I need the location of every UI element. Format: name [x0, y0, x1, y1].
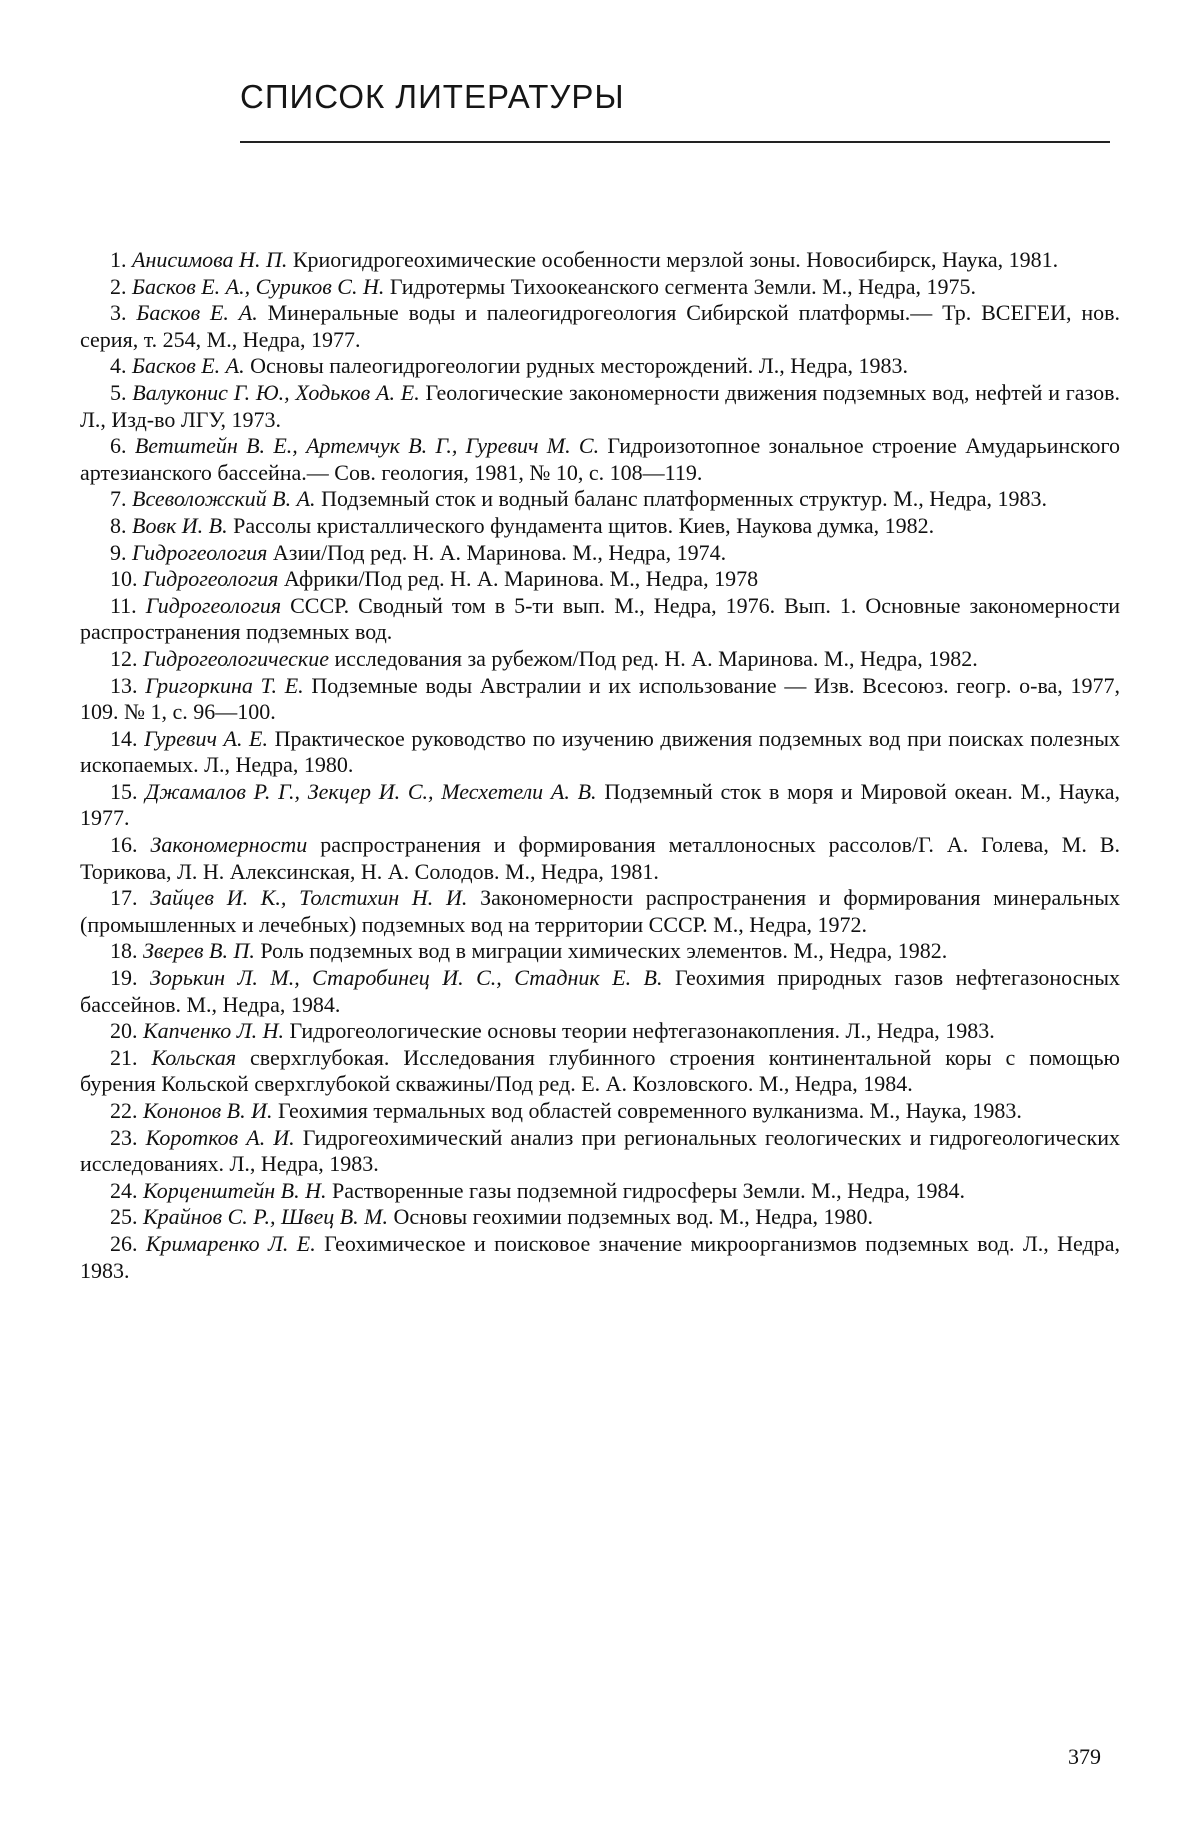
- reference-authors: Гидрогеологические: [143, 645, 329, 671]
- reference-number: 17.: [110, 885, 138, 911]
- reference-item: [80, 1178, 1120, 1205]
- reference-item: [80, 433, 1120, 486]
- reference-authors: Гидрогеология: [143, 566, 279, 592]
- reference-number: 11.: [110, 592, 137, 618]
- reference-authors: Капченко Л. Н.: [143, 1018, 285, 1044]
- reference-authors: Ветштейн В. Е., Артемчук В. Г., Гуревич М. С.: [134, 433, 600, 459]
- reference-authors: Закономерности: [150, 832, 308, 858]
- reference-number: 21.: [110, 1044, 138, 1070]
- page-number: 379: [1068, 1744, 1101, 1769]
- reference-text: Геохимическое и поисковое значение микроорганизмов подземных вод. Л., Недра, 1983.: [80, 1230, 1120, 1283]
- reference-authors: Гуревич А. Е.: [144, 725, 268, 751]
- reference-text: Геологические закономерности движения подземных вод, нефтей и газов. Л., Изд-во ЛГУ, 1973.: [80, 379, 1121, 432]
- reference-authors: Басков Е. А.: [132, 353, 245, 379]
- reference-number: 2.: [110, 273, 127, 299]
- reference-authors: Гидрогеология: [132, 539, 268, 565]
- reference-text: Минеральные воды и палеогидрогеология Сибирской платформы.— Тр. ВСЕГЕИ, нов. серия, т. 254, М., Недра, 1977.: [80, 300, 1120, 352]
- reference-text: Основы палеогидрогеологии рудных месторождений. Л., Недра, 1983.: [250, 353, 909, 379]
- title-underline: [240, 141, 1110, 143]
- reference-text: сверхглубокая. Исследования глубинного строения континентальной коры с помощью бурения Кольской сверхглубокой скважины/Под ред. Е. А. Козловского. М., Недра, 1984.: [80, 1044, 1120, 1097]
- reference-item: [80, 486, 1120, 513]
- reference-text: Гидрогеологические основы теории нефтегазонакопления. Л., Недра, 1983.: [289, 1018, 995, 1044]
- reference-text: распространения и формирования металлоносных рассолов/Г. А. Голева, М. В. Торикова, Л. Н. Алексинская, Н. А. Солодов. М., Недра, 1981.: [80, 832, 1121, 884]
- reference-item: [80, 673, 1120, 726]
- reference-list: [80, 247, 1120, 1284]
- reference-authors: Корценштейн В. Н.: [143, 1177, 327, 1203]
- reference-text: Практическое руководство по изучению движения подземных вод при поисках полезных ископаемых. Л., Недра, 1980.: [80, 725, 1121, 778]
- reference-number: 9.: [110, 539, 127, 565]
- reference-item: [80, 965, 1120, 1018]
- reference-item: [80, 1045, 1120, 1098]
- reference-text: Азии/Под ред. Н. А. Маринова. М., Недра, 1974.: [272, 539, 727, 565]
- reference-number: 15.: [110, 778, 138, 804]
- reference-number: 6.: [110, 433, 127, 459]
- reference-item: [80, 274, 1120, 301]
- reference-item: [80, 779, 1120, 832]
- reference-authors: Григоркина Т. Е.: [145, 672, 304, 698]
- reference-text: Основы геохимии подземных вод. М., Недра, 1980.: [393, 1204, 874, 1230]
- reference-number: 19.: [110, 965, 138, 991]
- reference-number: 23.: [110, 1124, 138, 1150]
- reference-number: 25.: [110, 1204, 138, 1230]
- reference-item: [80, 566, 1120, 593]
- reference-number: 13.: [110, 672, 138, 698]
- reference-authors: Валуконис Г. Ю., Ходьков А. Е.: [132, 379, 420, 405]
- reference-item: [80, 247, 1120, 274]
- reference-item: [80, 1204, 1120, 1231]
- reference-text: Рассолы кристаллического фундамента щитов. Киев, Наукова думка, 1982.: [233, 512, 935, 538]
- reference-text: Гидротермы Тихоокеанского сегмента Земли. М., Недра, 1975.: [389, 273, 976, 299]
- reference-number: 26.: [110, 1230, 138, 1256]
- reference-item: [80, 513, 1120, 540]
- reference-item: [80, 380, 1120, 433]
- page-title: СПИСОК ЛИТЕРАТУРЫ: [240, 78, 625, 115]
- reference-text: Растворенные газы подземной гидросферы Земли. М., Недра, 1984.: [332, 1177, 965, 1203]
- reference-number: 5.: [110, 379, 127, 405]
- reference-number: 20.: [110, 1018, 138, 1044]
- reference-item: [80, 300, 1120, 353]
- reference-authors: Крайнов С. Р., Швец В. М.: [143, 1204, 389, 1230]
- reference-number: 16.: [110, 832, 138, 858]
- reference-authors: Кононов В. И.: [143, 1098, 273, 1123]
- reference-authors: Зорькин Л. М., Старобинец И. С., Стадник Е. В.: [149, 965, 663, 991]
- reference-authors: Коротков А. И.: [145, 1124, 295, 1150]
- reference-item: [80, 1125, 1120, 1178]
- reference-text: Подземный сток и водный баланс платформенных структур. М., Недра, 1983.: [321, 486, 1048, 512]
- reference-authors: Всеволожский В. А.: [132, 486, 316, 512]
- reference-authors: Басков Е. А., Суриков С. Н.: [132, 273, 385, 299]
- reference-text: Гидрогеохимический анализ при региональных геологических и гидрогеологических исследованиях. Л., Недра, 1983.: [80, 1124, 1120, 1177]
- reference-number: 10.: [110, 566, 138, 592]
- reference-text: Гидроизотопное зональное строение Амударьинского артезианского бассейна.— Сов. геология, 1981, № 10, с. 108—119.: [80, 433, 1120, 485]
- reference-item: [80, 1231, 1120, 1284]
- reference-number: 4.: [110, 353, 127, 379]
- reference-authors: Вовк И. В.: [132, 512, 228, 538]
- reference-authors: Зайцев И. К., Толстихин Н. И.: [150, 885, 468, 911]
- reference-item: [80, 938, 1120, 965]
- reference-number: 1.: [110, 247, 127, 272]
- reference-authors: Кольская: [151, 1044, 237, 1070]
- reference-authors: Джамалов Р. Г., Зекцер И. С., Месхетели А. В.: [145, 778, 597, 804]
- reference-text: Подземный сток в моря и Мировой океан. М., Наука, 1977.: [80, 778, 1120, 831]
- reference-number: 7.: [110, 486, 127, 512]
- reference-text: Закономерности распространения и формирования минеральных (промышленных и лечебных) подземных вод на территории СССР. М., Недра, 1972.: [80, 885, 1120, 937]
- reference-authors: Зверев В. П.: [143, 938, 255, 964]
- reference-number: 12.: [110, 645, 138, 671]
- reference-item: [80, 885, 1120, 938]
- reference-number: 3.: [110, 300, 127, 326]
- reference-text: Геохимия термальных вод областей современного вулканизма. М., Наука, 1983.: [277, 1098, 1022, 1123]
- reference-item: [80, 353, 1120, 380]
- reference-text: исследования за рубежом/Под ред. Н. А. Маринова. М., Недра, 1982.: [334, 645, 978, 671]
- reference-item: [80, 832, 1120, 885]
- reference-authors: Анисимова Н. П.: [132, 247, 288, 272]
- reference-text: Африки/Под ред. Н. А. Маринова. М., Недра, 1978: [283, 566, 759, 592]
- reference-number: 24.: [110, 1177, 138, 1203]
- reference-text: Криогидрогеохимические особенности мерзлой зоны. Новосибирск, Наука, 1981.: [292, 247, 1059, 272]
- reference-number: 14.: [110, 725, 138, 751]
- reference-item: [80, 593, 1120, 646]
- reference-text: Подземные воды Австралии и их использование — Изв. Всесоюз. геогр. о-ва, 1977, 109. № 1, с. 96—100.: [80, 672, 1121, 725]
- reference-number: 8.: [110, 512, 127, 538]
- reference-item: [80, 726, 1120, 779]
- reference-item: [80, 646, 1120, 673]
- reference-item: [80, 540, 1120, 567]
- reference-text: Геохимия природных газов нефтегазоносных бассейнов. М., Недра, 1984.: [80, 965, 1121, 1017]
- reference-item: [80, 1018, 1120, 1045]
- reference-text: Роль подземных вод в миграции химических элементов. М., Недра, 1982.: [260, 938, 948, 964]
- reference-authors: Гидрогеология: [145, 592, 282, 618]
- reference-authors: Басков Е. А.: [136, 300, 258, 326]
- reference-text: СССР. Сводный том в 5-ти вып. М., Недра, 1976. Вып. 1. Основные закономерности распространения подземных вод.: [80, 592, 1121, 645]
- reference-item: [80, 1098, 1120, 1125]
- reference-number: 18.: [110, 938, 138, 964]
- reference-number: 22.: [110, 1098, 138, 1123]
- reference-authors: Кримаренко Л. Е.: [145, 1230, 316, 1256]
